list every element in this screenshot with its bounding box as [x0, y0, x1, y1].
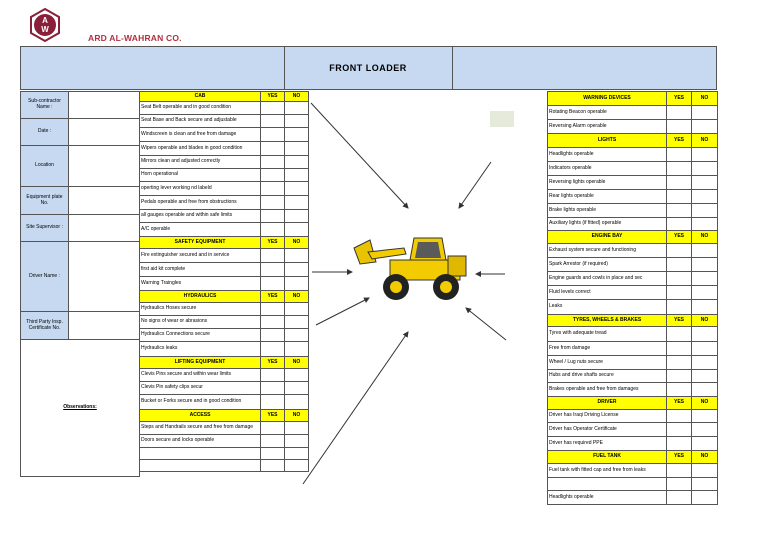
arrow [459, 162, 491, 208]
info-label: Equipment plate No. [21, 187, 69, 215]
check-item: all gauges operable and within safe limits [140, 210, 261, 223]
check-item: Hubs and drive shafts secure [548, 370, 667, 383]
company-name: ARD AL-WAHRAN CO. [88, 33, 182, 43]
info-label: Date : [21, 119, 69, 146]
no-header: NO [285, 237, 309, 249]
check-item: Free from damage [548, 342, 667, 356]
yes-header: YES [667, 92, 692, 106]
info-label: Driver Name : [21, 242, 69, 312]
no-header: NO [692, 231, 718, 244]
section-title: SAFETY EQUIPMENT [140, 237, 261, 249]
yes-header: YES [667, 315, 692, 327]
section-title: ENGINE BAY [548, 231, 667, 244]
yes-header: YES [261, 410, 285, 422]
check-item: Clevis Pin safety clips secur [140, 382, 261, 395]
section-title: CAB [140, 92, 261, 102]
check-item: Driver has required PPE [548, 437, 667, 451]
check-item: Rear lights operable [548, 190, 667, 204]
check-item: Warning Traingles [140, 277, 261, 291]
section-title: FUEL TANK [548, 451, 667, 464]
check-item: Engine guards and cowls in place and sec [548, 272, 667, 286]
info-label: Sub-contractor Name : [21, 92, 69, 119]
section-title: WARNING DEVICES [548, 92, 667, 106]
no-header: NO [692, 92, 718, 106]
check-item: Leaks [548, 300, 667, 315]
check-item: operting lever working nd labeld [140, 182, 261, 196]
check-item: Clevis Pins secure and within wear limits [140, 369, 261, 382]
check-item: Seat Belt operable and in good condition [140, 102, 261, 115]
yes-header: YES [261, 291, 285, 303]
section-title: DRIVER [548, 397, 667, 410]
no-header: NO [692, 397, 718, 410]
check-item: Fluid levels correct [548, 286, 667, 300]
section-title: ACCESS [140, 410, 261, 422]
svg-text:W: W [41, 25, 49, 34]
page-title: FRONT LOADER [329, 63, 407, 73]
check-item: Auxiliary lights (if fitted) operable [548, 218, 667, 231]
arrow [311, 103, 408, 208]
section-title: LIFTING EQUIPMENT [140, 357, 261, 369]
check-item: Hydraulics Hoses secure [140, 303, 261, 316]
no-header: NO [285, 410, 309, 422]
yes-header: YES [261, 92, 285, 102]
yes-header: YES [261, 237, 285, 249]
check-item: Wheel / Lug nuts secure [548, 356, 667, 370]
info-label: Location [21, 146, 69, 187]
check-item: Headlights operable [548, 491, 667, 505]
no-header: NO [692, 134, 718, 148]
check-item: Driver has Iraqi Driving License [548, 410, 667, 423]
yes-header: YES [667, 451, 692, 464]
no-header: NO [692, 315, 718, 327]
check-item: Spark Arrestor (if required) [548, 258, 667, 272]
section-title: HYDRAULICS [140, 291, 261, 303]
check-item: Headlights operable [548, 148, 667, 162]
no-header: NO [692, 451, 718, 464]
check-item: Windscreen is clean and free from damage [140, 128, 261, 142]
section-title: TYRES, WHEELS & BRAKES [548, 315, 667, 327]
no-header: NO [285, 92, 309, 102]
check-item: Mirrors clean and adjusted correctly [140, 156, 261, 169]
info-label: Third Party Insp. Certificate No. [21, 312, 69, 340]
info-label: Site Supervisor : [21, 215, 69, 242]
arrow [466, 308, 506, 340]
check-item: Hydraulics Connections secure [140, 329, 261, 342]
yes-header: YES [667, 397, 692, 410]
check-item: Reversing lights operable [548, 176, 667, 190]
observations-label: Observations: [21, 340, 140, 477]
check-item: Steps and Handrails secure and free from damage [140, 422, 261, 435]
check-item: Fuel tank with fitted cap and free from leaks [548, 464, 667, 478]
check-item: Tyres with adequate tread [548, 327, 667, 342]
check-item: Brake lights operable [548, 204, 667, 218]
no-header: NO [285, 357, 309, 369]
check-item: Horn operational [140, 169, 261, 182]
section-title: LIGHTS [548, 134, 667, 148]
arrow [316, 298, 369, 325]
check-item: Indicators operable [548, 162, 667, 176]
no-header: NO [285, 291, 309, 303]
arrow [303, 332, 408, 484]
check-item: Seat Base and Back secure and adjustable [140, 115, 261, 128]
check-item: No signs of wear or abrasions [140, 316, 261, 329]
check-item: Exhaust system secure and functioning [548, 244, 667, 258]
yes-header: YES [667, 231, 692, 244]
check-item: Driver has Operator Certificate [548, 423, 667, 437]
check-item: Reversing Alarm operable [548, 120, 667, 134]
check-item: Bucket or Forks secure and in good condition [140, 395, 261, 410]
front-loader-icon [352, 232, 468, 302]
yes-header: YES [261, 357, 285, 369]
check-item: Brakes operable and free from damages [548, 383, 667, 397]
check-item: Pedals operable and free from obstructions [140, 196, 261, 210]
check-item: Doors secure and locks operable [140, 435, 261, 448]
check-item: first aid kit complete [140, 263, 261, 277]
check-item: Hydraulics leaks [140, 342, 261, 357]
check-item: Rotating Beacon operable [548, 106, 667, 120]
check-item: A/C operable [140, 223, 261, 237]
yes-header: YES [667, 134, 692, 148]
check-item: Wipers operable and blades in good condition [140, 142, 261, 156]
svg-text:A: A [42, 16, 48, 25]
check-item: Fire extinguisher secured and in service [140, 249, 261, 263]
